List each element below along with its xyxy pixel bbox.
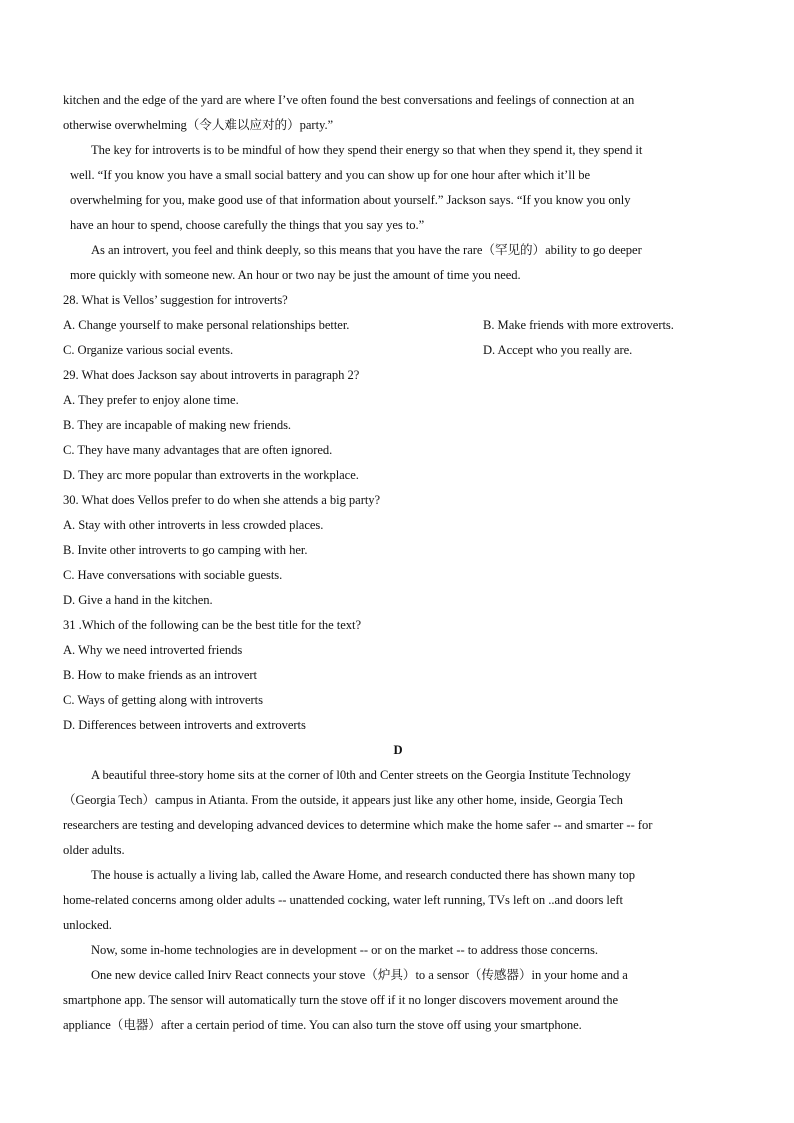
text-line: appliance（电器）after a certain period of time. You can also turn the stove off using your smartphone. [63,1018,582,1032]
text-line: smartphone app. The sensor will automatically turn the stove off if it no longer discovers movement around the [63,993,619,1007]
passage-c-paragraph-2 [63,138,733,238]
option-a: A. Change yourself to make personal relationships better. [63,318,350,332]
option-d: D. They arc more popular than extroverts in the workplace. [63,468,359,482]
question-31 [63,613,733,738]
option-b: B. They are incapable of making new friends. [63,418,292,432]
text-line: have an hour to spend, choose carefully the things that you say yes to.” [70,218,425,232]
passage-c-paragraph-3 [63,238,733,288]
question-28 [63,288,733,363]
option-b: B. Make friends with more extroverts. [483,318,674,332]
text-line: otherwise overwhelming（令人难以应对的）party.” [63,118,334,132]
option-row [63,338,733,363]
option-c: C. Ways of getting along with introverts [63,693,263,707]
option-row [63,313,733,338]
text-line: The key for introverts is to be mindful of how they spend their energy so that when they spend it, they spend it [91,143,643,157]
question-stem: 29. What does Jackson say about introverts in paragraph 2? [63,368,360,382]
text-line: One new device called Inirv React connects your stove（炉具）to a sensor（传感器）in your home and a [91,968,628,982]
option-a: A. Why we need introverted friends [63,643,243,657]
text-line: kitchen and the edge of the yard are where I’ve often found the best conversations and feelings of connection at an [63,93,635,107]
passage-d-paragraph-2 [63,863,733,938]
text-line: Now, some in-home technologies are in development -- or on the market -- to address those concerns. [91,943,598,957]
option-a: A. Stay with other introverts in less crowded places. [63,518,324,532]
option-c: C. They have many advantages that are often ignored. [63,443,333,457]
question-30 [63,488,733,613]
question-stem: 30. What does Vellos prefer to do when she attends a big party? [63,493,381,507]
document-page [63,88,733,1038]
option-d: D. Give a hand in the kitchen. [63,593,213,607]
option-a: A. They prefer to enjoy alone time. [63,393,239,407]
text-line: more quickly with someone new. An hour or two nay be just the amount of time you need. [70,268,521,282]
text-line: A beautiful three-story home sits at the corner of l0th and Center streets on the Georgia Institute Technology [91,768,631,782]
text-line: older adults. [63,843,125,857]
question-stem: 31 .Which of the following can be the best title for the text? [63,618,362,632]
section-heading: D [393,743,403,757]
option-d: D. Accept who you really are. [483,343,633,357]
option-c: C. Have conversations with sociable guests. [63,568,283,582]
text-line: well. “If you know you have a small social battery and you can show up for one hour after which it’ll be [70,168,591,182]
text-line: As an introvert, you feel and think deeply, so this means that you have the rare（罕见的）ability to go deeper [91,243,642,257]
question-29 [63,363,733,488]
passage-d-paragraph-4 [63,963,733,1038]
option-b: B. How to make friends as an introvert [63,668,257,682]
text-line: overwhelming for you, make good use of that information about yourself.” Jackson says. “If you know you only [70,193,631,207]
passage-d-paragraph-3 [63,938,733,963]
text-line: unlocked. [63,918,112,932]
text-line: （Georgia Tech）campus in Atianta. From the outside, it appears just like any other home, inside, Georgia Tech [63,793,623,807]
option-d: D. Differences between introverts and extroverts [63,718,306,732]
passage-c-paragraph-end [63,88,733,138]
option-b: B. Invite other introverts to go camping with her. [63,543,308,557]
option-c: C. Organize various social events. [63,343,234,357]
question-stem: 28. What is Vellos’ suggestion for introverts? [63,293,288,307]
text-line: The house is actually a living lab, called the Aware Home, and research conducted there has shown many top [91,868,635,882]
text-line: researchers are testing and developing advanced devices to determine which make the home safer -- and smarter -- for [63,818,653,832]
passage-d-paragraph-1 [63,763,733,863]
text-line: home-related concerns among older adults -- unattended cocking, water left running, TVs left on ..and doors left [63,893,624,907]
